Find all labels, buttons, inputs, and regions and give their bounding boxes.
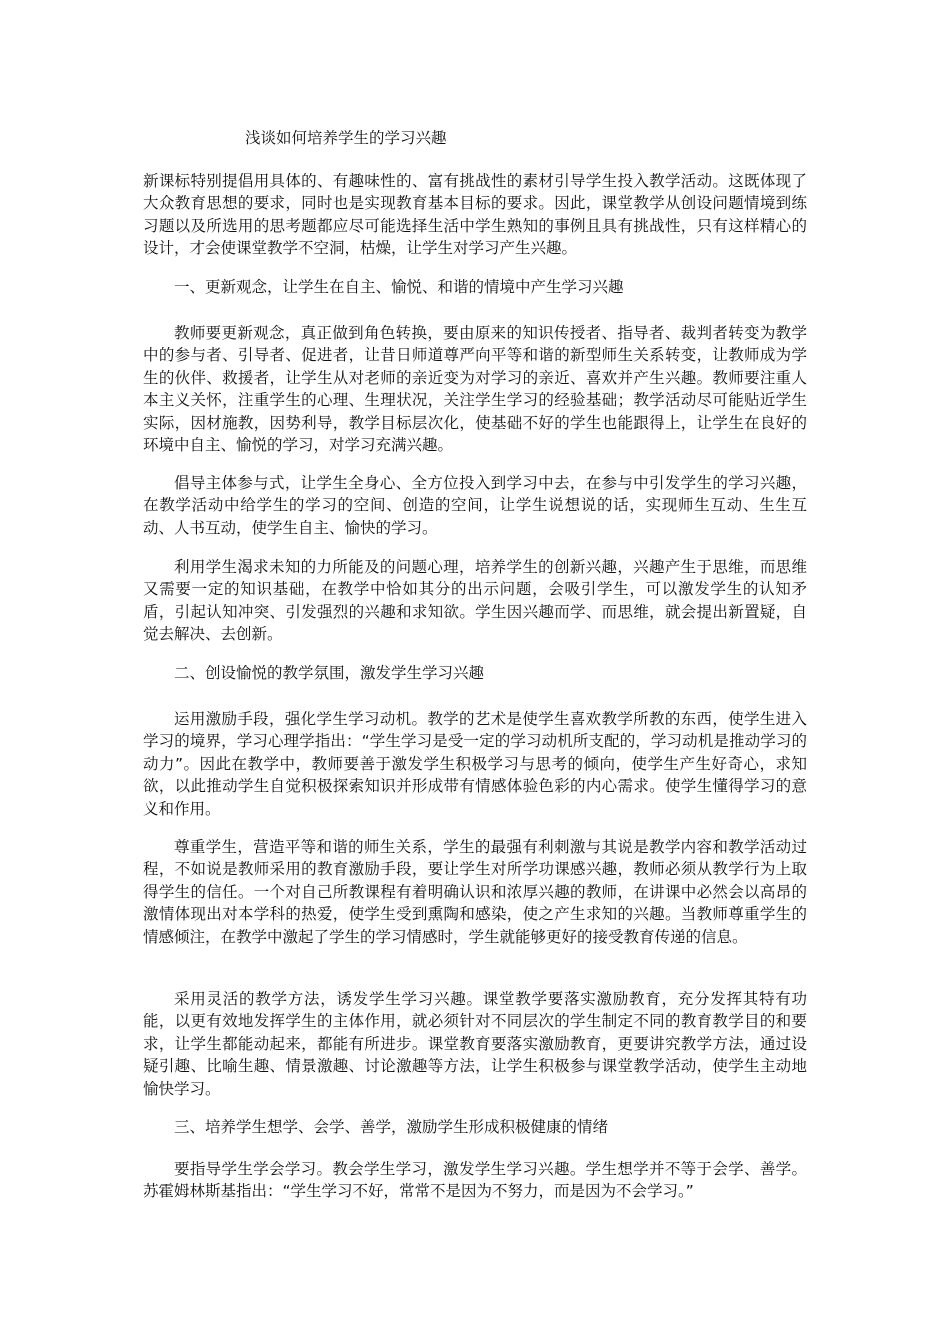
section-2-paragraph-3: 采用灵活的教学方法，诱发学生学习兴趣。课堂教学要落实激励教育，充分发挥其特有功能，以更有效地发挥学生的主体作用，就必须针对不同层次的学生制定不同的教育教学目的和要求，让学生都能动起来，都能有所进步。课堂教育要落实激励教育，更要讲究教学方法，通过设疑引趣、比喻生趣、情景激趣、讨论激趣等方法，让学生积极参与课堂教学活动，使学生主动地愉快学习。 (143, 990, 807, 1098)
section-1-paragraph-2: 倡导主体参与式，让学生全身心、全方位投入到学习中去，在参与中引发学生的学习兴趣，在教学活动中给学生的学习的空间、创造的空间，让学生说想说的话，实现师生互动、生生互动、人书互动，使学生自主、愉快的学习。 (143, 474, 807, 537)
section-3-paragraph-1: 要指导学生学会学习。教会学生学习，激发学生学习兴趣。学生想学并不等于会学、善学。苏霍姆林斯基指出：“学生学习不好，常常不是因为不努力，而是因为不会学习。” (143, 1160, 807, 1201)
section-3-heading: 三、培养学生想学、会学、善学，激励学生形成积极健康的情绪 (174, 1118, 609, 1136)
section-1-paragraph-3: 利用学生渴求未知的力所能及的问题心理，培养学生的创新兴趣，兴趣产生于思维，而思维又需要一定的知识基础，在教学中恰如其分的出示问题，会吸引学生，可以激发学生的认知矛盾，引起认知冲突、引发强烈的兴趣和求知欲。学生因兴趣而学、而思维，就会提出新置疑，自觉去解决、去创新。 (143, 558, 807, 644)
section-1-paragraph-1: 教师要更新观念，真正做到角色转换，要由原来的知识传授者、指导者、裁判者转变为教学中的参与者、引导者、促进者，让昔日师道尊严向平等和谐的新型师生关系转变，让教师成为学生的伙伴、救援者，让学生从对老师的亲近变为对学习的亲近、喜欢并产生兴趣。教师要注重人本主义关怀，注重学生的心理、生理状况，关注学生学习的经验基础；教学活动尽可能贴近学生实际，因材施教，因势利导，教学目标层次化，使基础不好的学生也能跟得上，让学生在良好的环境中自主、愉悦的学习，对学习充满兴趣。 (143, 324, 807, 455)
intro-paragraph: 新课标特别提倡用具体的、有趣味性的、富有挑战性的素材引导学生投入教学活动。这既体现了大众教育思想的要求，同时也是实现教育基本目标的要求。因此，课堂教学从创设问题情境到练习题以及所选用的思考题都应尽可能选择生活中学生熟知的事例且具有挑战性，只有这样精心的设计，才会使课堂教学不空洞，枯燥，让学生对学习产生兴趣。 (143, 172, 807, 258)
document-title: 浅谈如何培养学生的学习兴趣 (245, 129, 447, 147)
section-2-paragraph-1: 运用激励手段，强化学生学习动机。教学的艺术是使学生喜欢教学所教的东西，使学生进入学习的境界，学习心理学指出：“学生学习是受一定的学习动机所支配的，学习动机是推动学习的动力”。因此在教学中，教师要善于激发学生积极学习与思考的倾向，使学生产生好奇心，求知欲，以此推动学生自觉积极探索知识并形成带有情感体验色彩的内心需求。使学生懂得学习的意义和作用。 (143, 710, 807, 818)
section-2-heading: 二、创设愉悦的教学氛围，激发学生学习兴趣 (174, 664, 485, 682)
section-1-heading: 一、更新观念，让学生在自主、愉悦、和谐的情境中产生学习兴趣 (174, 278, 624, 296)
section-2-paragraph-2: 尊重学生，营造平等和谐的师生关系，学生的最强有利刺激与其说是教学内容和教学活动过程，不如说是教师采用的教育激励手段，要让学生对所学功课感兴趣，教师必须从教学行为上取得学生的信任。一个对自己所教课程有着明确认识和浓厚兴趣的教师，在讲课中必然会以高昂的激情体现出对本学科的热爱，使学生受到熏陶和感染，使之产生求知的兴趣。当教师尊重学生的情感倾注，在教学中激起了学生的学习情感时，学生就能够更好的接受教育传递的信息。 (143, 838, 807, 946)
